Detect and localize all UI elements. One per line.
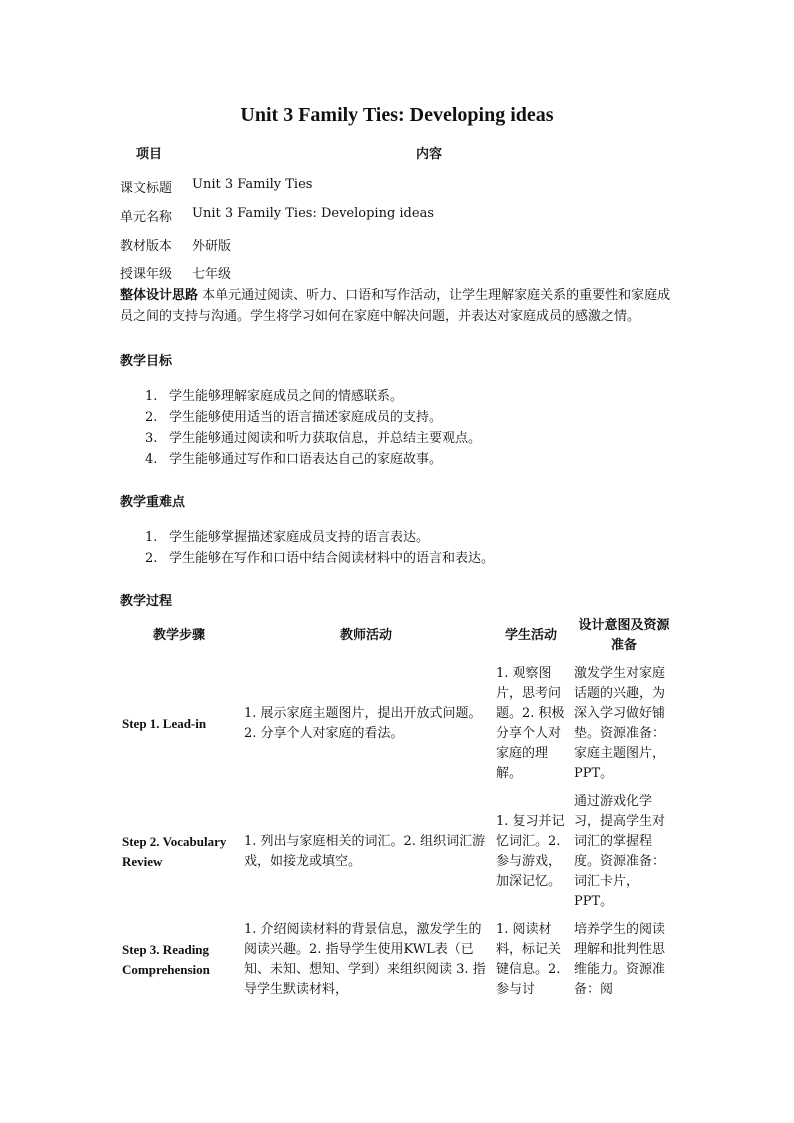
process-heading: 教学过程	[120, 594, 173, 609]
step-cell: Step 2. Vocabulary Review	[122, 834, 227, 869]
meta-value: Unit 3 Family Ties: Developing ideas	[192, 206, 434, 221]
list-text: 学生能够通过阅读和听力获取信息，并总结主要观点。	[169, 431, 482, 446]
list-item	[145, 527, 494, 548]
list-item	[145, 386, 481, 407]
table-row	[118, 788, 678, 916]
table-row	[118, 916, 678, 1004]
process-table	[118, 612, 678, 1004]
design-paragraph	[120, 285, 680, 327]
meta-value: 七年级	[192, 267, 232, 282]
list-number: 2.	[145, 551, 158, 566]
goals-list	[145, 386, 481, 470]
list-text: 学生能够通过写作和口语表达自己的家庭故事。	[169, 452, 443, 467]
list-number: 2.	[145, 410, 158, 425]
list-text: 学生能够掌握描述家庭成员支持的语言表达。	[169, 530, 430, 545]
step-cell: Step 1. Lead-in	[122, 716, 207, 731]
student-cell: 1. 阅读材料，标记关键信息。2. 参与讨	[496, 922, 562, 997]
header-item: 项目	[136, 147, 163, 162]
teacher-cell: 1. 列出与家庭相关的词汇。2. 组织词汇游戏，如接龙或填空。	[244, 834, 486, 869]
meta-row	[120, 177, 312, 196]
list-item	[145, 428, 481, 449]
page-title: Unit 3 Family Ties: Developing ideas	[240, 104, 554, 126]
list-number: 1.	[145, 389, 158, 404]
list-text: 学生能够在写作和口语中结合阅读材料中的语言和表达。	[169, 551, 495, 566]
meta-key: 课文标题	[120, 181, 173, 196]
meta-row	[120, 235, 231, 254]
meta-key: 授课年级	[120, 267, 173, 282]
step-cell: Step 3. Reading Comprehension	[122, 942, 210, 977]
key-points-heading: 教学重难点	[120, 495, 186, 510]
purpose-cell: 通过游戏化学习，提高学生对词汇的掌握程度。资源准备：词汇卡片，PPT。	[574, 794, 666, 909]
column-header: 学生活动	[504, 628, 557, 643]
table-header-row	[118, 612, 678, 660]
column-header: 教师活动	[339, 628, 392, 643]
list-item	[145, 407, 481, 428]
list-number: 3.	[145, 431, 158, 446]
list-number: 1.	[145, 530, 158, 545]
list-item	[145, 548, 494, 569]
key-points-list	[145, 527, 494, 569]
design-label: 整体设计思路	[120, 288, 199, 303]
student-cell: 1. 复习并记忆词汇。2. 参与游戏，加深记忆。	[496, 814, 565, 889]
table-row	[118, 660, 678, 788]
header-content: 内容	[416, 147, 443, 162]
meta-key: 教材版本	[120, 239, 173, 254]
meta-value: Unit 3 Family Ties	[192, 177, 313, 192]
purpose-cell: 激发学生对家庭话题的兴趣，为深入学习做好铺垫。资源准备：家庭主题图片，PPT。	[574, 666, 666, 781]
design-text: 本单元通过阅读、听力、口语和写作活动，让学生理解家庭关系的重要性和家庭成员之间的支持与沟通。学生将学习如何在家庭中解决问题，并表达对家庭成员的感激之情。	[120, 288, 671, 324]
list-text: 学生能够理解家庭成员之间的情感联系。	[169, 389, 404, 404]
column-header: 设计意图及资源准备	[578, 618, 670, 653]
meta-value: 外研版	[192, 239, 232, 254]
column-header: 教学步骤	[152, 628, 205, 643]
goals-heading: 教学目标	[120, 354, 173, 369]
purpose-cell: 培养学生的阅读理解和批判性思维能力。资源准备：阅	[574, 922, 666, 997]
meta-row	[120, 206, 434, 225]
teacher-cell: 1. 介绍阅读材料的背景信息，激发学生的阅读兴趣。2. 指导学生使用KWL表（已知、未知、想知、学到）来组织阅读 3. 指导学生默读材料，	[244, 922, 486, 997]
list-text: 学生能够使用适当的语言描述家庭成员的支持。	[169, 410, 443, 425]
list-item	[145, 449, 481, 470]
student-cell: 1. 观察图片，思考问题。2. 积极分享个人对家庭的理解。	[496, 666, 565, 781]
list-number: 4.	[145, 452, 158, 467]
meta-row	[120, 263, 231, 282]
meta-key: 单元名称	[120, 210, 173, 225]
teacher-cell: 1. 展示家庭主题图片，提出开放式问题。2. 分享个人对家庭的看法。	[244, 706, 482, 741]
